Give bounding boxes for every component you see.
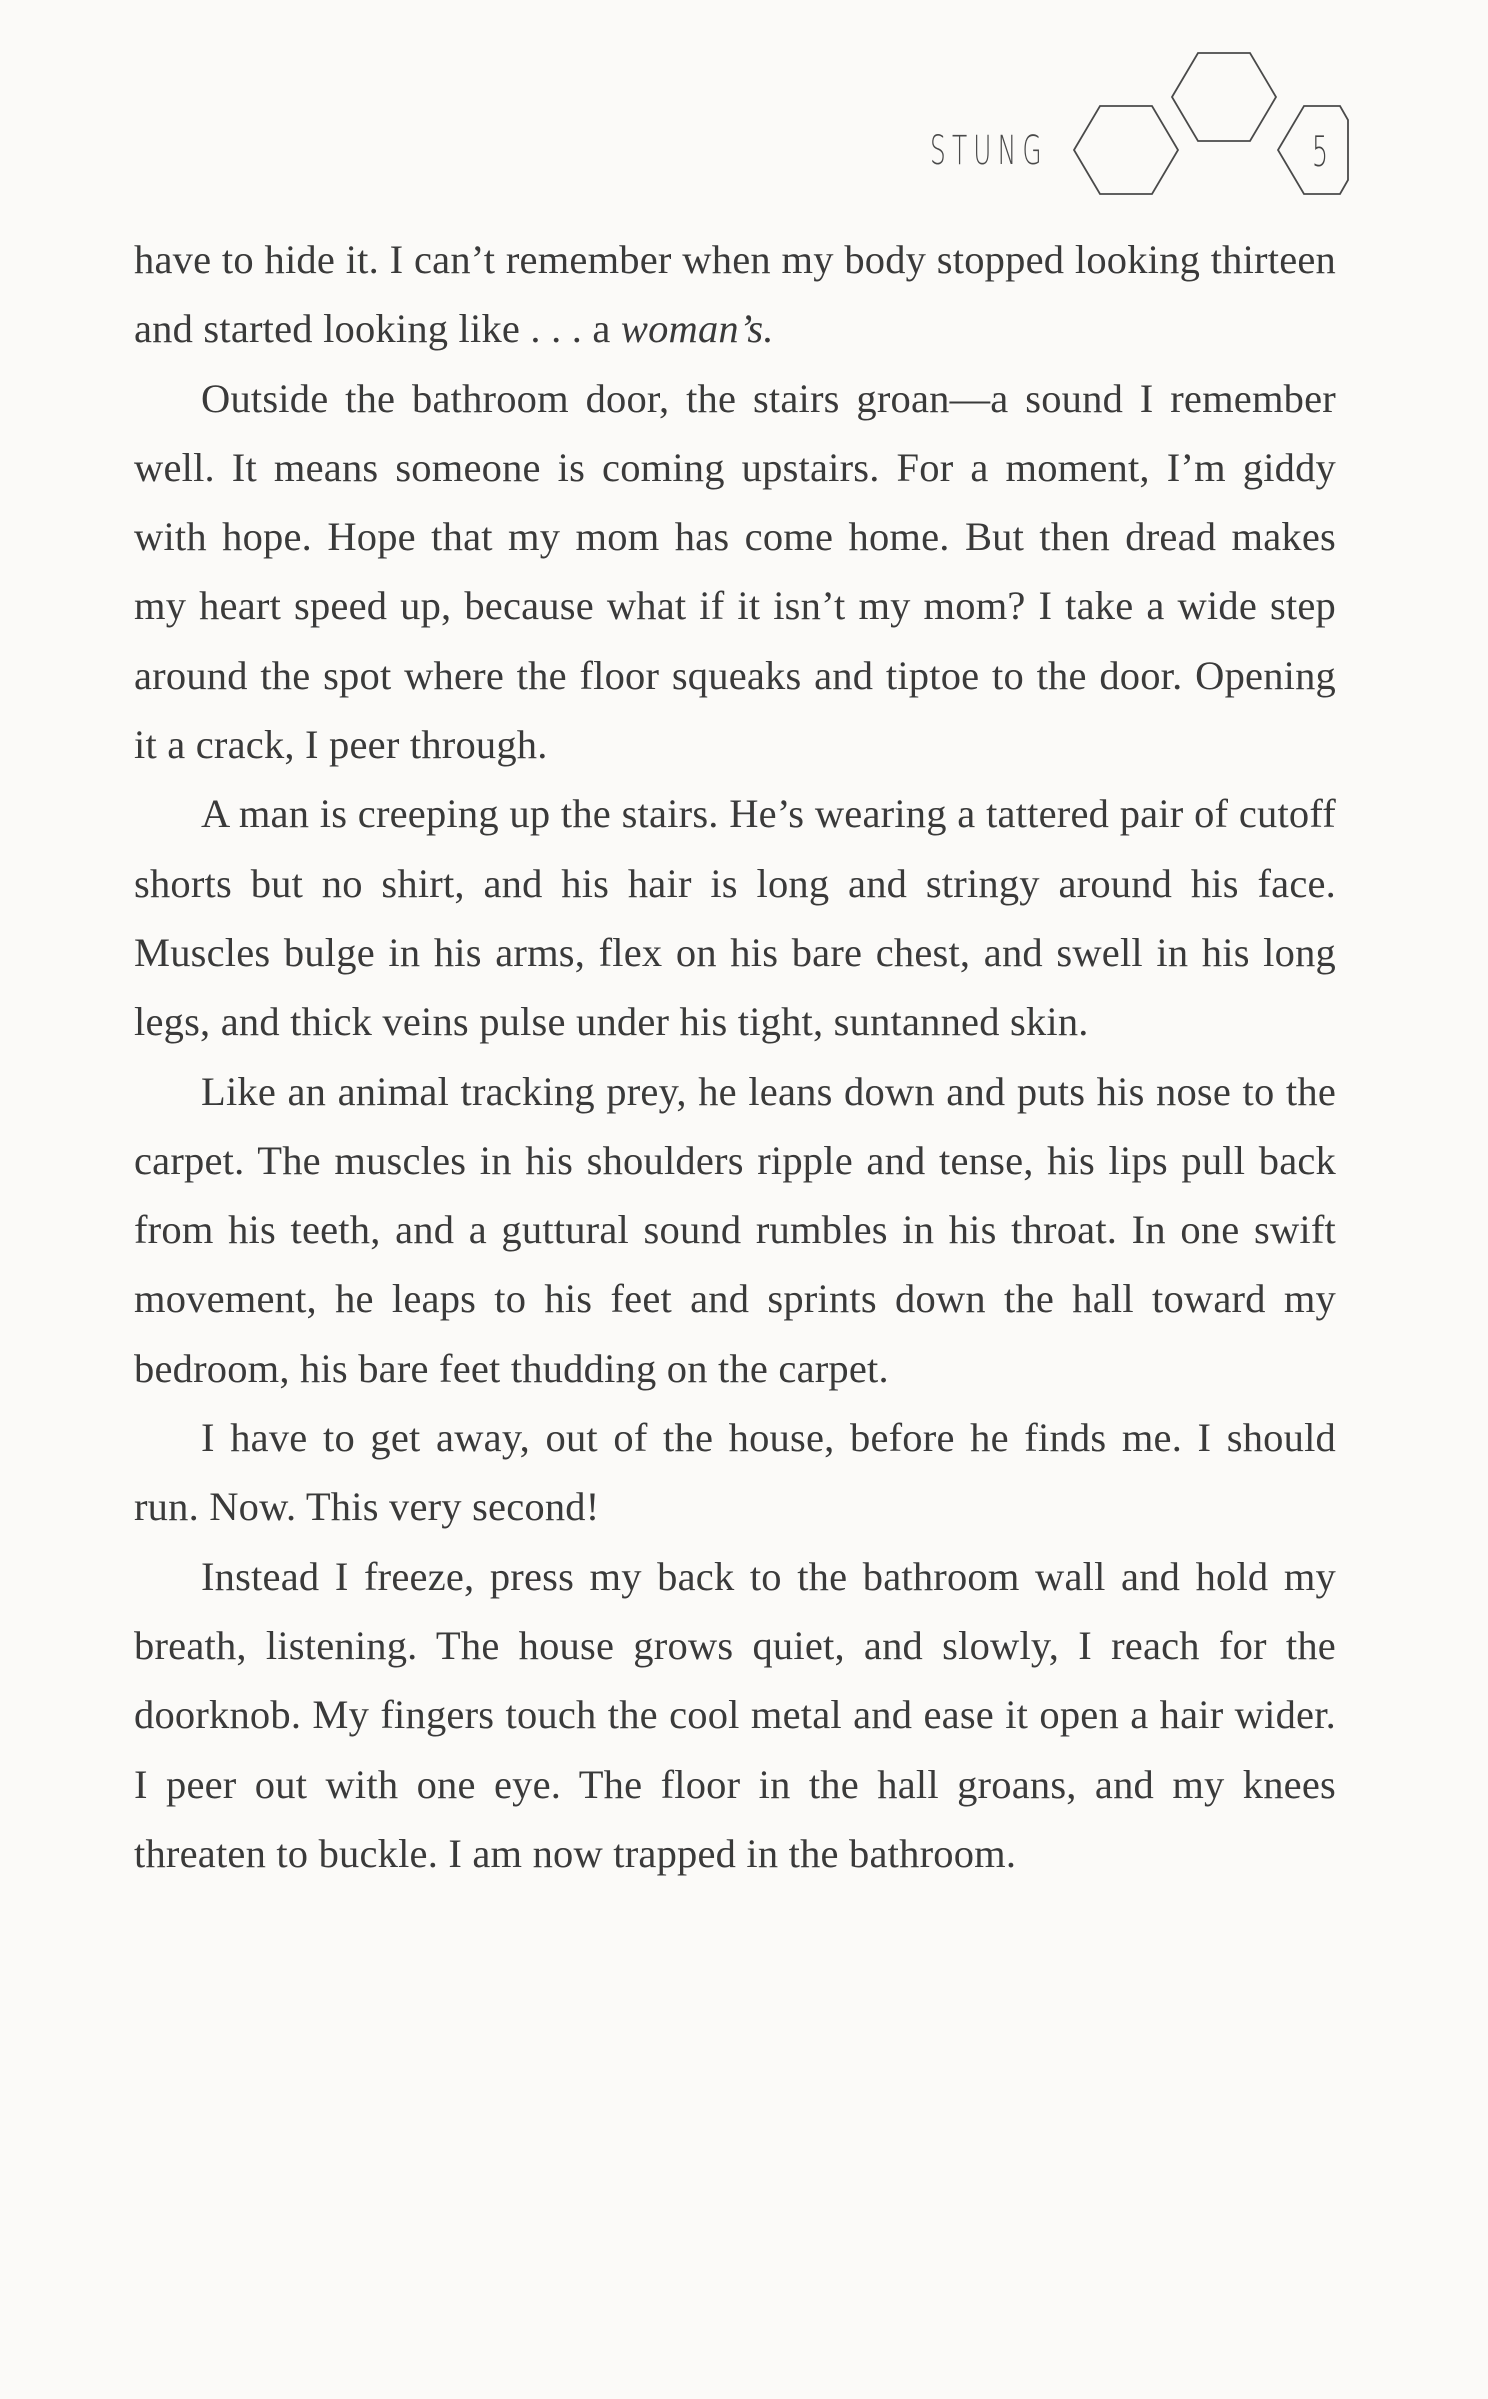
paragraph-5: I have to get away, out of the house, before he finds me. I should run. Now. This very second! <box>134 1415 1336 1530</box>
paragraph-1 <box>134 225 1336 364</box>
paragraph-2: Outside the bathroom door, the stairs groan—a sound I remember well. It means someone is coming upstairs. For a moment, I’m giddy with hope. Hope that my mom has come home. But then dread makes my heart speed up, because what if it isn’t my mom? I take a wide step around the spot where the floor squeaks and tiptoe to the door. Opening it a crack, I peer through. <box>134 375 1336 768</box>
paragraph-4: Like an animal tracking prey, he leans down and puts his nose to the carpet. The muscles in his shoulders ripple and tense, his lips pull back from his teeth, and a guttural sound rumbles in his throat. In one swift movement, he leaps to his feet and sprints down the hall toward my bedroom, his bare feet thudding on the carpet. <box>134 1068 1336 1391</box>
page-number: 5 <box>1312 127 1329 176</box>
paragraph-6: Instead I freeze, press my back to the bathroom wall and hold my breath, listening. The house grows quiet, and slowly, I reach for the doorknob. My fingers touch the cool metal and ease it open a hair wider. I peer out with one eye. The floor in the hall groans, and my knees threaten to buckle. I am now trapped in the bathroom. <box>134 1553 1336 1876</box>
paragraph-1-text: have to hide it. I can’t remember when my body stopped looking thirteen and started looking like . . . a <box>134 237 1336 352</box>
running-title: STUNG <box>930 128 1048 174</box>
hexagon-ornament-icon <box>1070 40 1350 220</box>
hexagon-left-icon <box>1074 106 1178 194</box>
running-head <box>930 40 1350 220</box>
emphasis-text: woman’s. <box>620 306 774 352</box>
hexagon-top-icon <box>1172 53 1276 141</box>
paragraph-3: A man is creeping up the stairs. He’s wearing a tattered pair of cutoff shorts but no shirt, and his hair is long and stringy around his face. Muscles bulge in his arms, flex on his bare chest, and swell in his long legs, and thick veins pulse under his tight, suntanned skin. <box>134 791 1336 1045</box>
body-text <box>134 225 1336 1888</box>
